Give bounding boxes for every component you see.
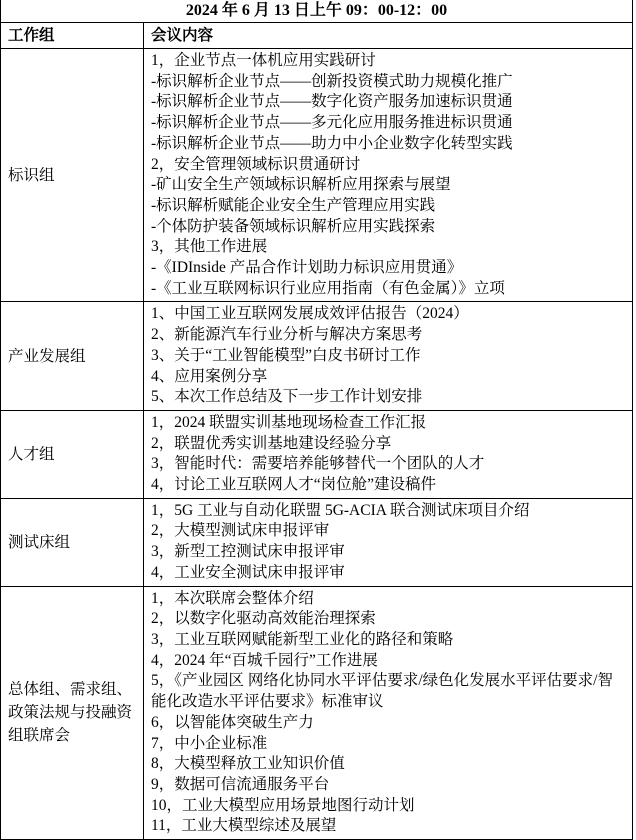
agenda-cell bbox=[144, 498, 633, 586]
agenda-item: -标识解析企业节点——数字化资产服务加速标识贯通 bbox=[151, 93, 513, 111]
agenda-item: 3，智能时代：需要培养能够替代一个团队的人才 bbox=[151, 455, 485, 473]
agenda-item: 1，2024 联盟实训基地现场检查工作汇报 bbox=[151, 413, 427, 431]
agenda-item: -《IDInside 产品合作计划助力标识应用贯通》 bbox=[151, 259, 463, 277]
agenda-item: 3，其他工作进展 bbox=[151, 238, 268, 256]
agenda-cell bbox=[144, 302, 633, 411]
agenda-item: 2，以数字化驱动高效能治理探索 bbox=[151, 610, 376, 628]
agenda-item: -标识解析企业节点——创新投资模式助力规模化推广 bbox=[151, 72, 513, 90]
agenda-item: -个体防护装备领域标识解析应用实践探索 bbox=[151, 217, 436, 235]
agenda-cell bbox=[144, 586, 633, 839]
agenda-item: 4，2024 年“百城千园行”工作进展 bbox=[151, 651, 378, 669]
workgroup-cell: 测试床组 bbox=[1, 498, 144, 586]
table-row bbox=[1, 410, 633, 498]
agenda-item: 2，大模型测试床申报评审 bbox=[151, 522, 330, 540]
table-head bbox=[1, 0, 633, 49]
column-header-content: 会议内容 bbox=[144, 23, 633, 49]
title-row bbox=[1, 0, 633, 23]
header-row bbox=[1, 23, 633, 49]
agenda-item: -标识解析企业节点——多元化应用服务推进标识贯通 bbox=[151, 114, 513, 132]
agenda-item: 4、应用案例分享 bbox=[151, 367, 268, 385]
table-row bbox=[1, 498, 633, 586]
agenda-item: 8，大模型释放工业知识价值 bbox=[151, 755, 345, 773]
workgroup-cell: 人才组 bbox=[1, 410, 144, 498]
agenda-item: 2，安全管理领域标识贯通研讨 bbox=[151, 155, 361, 173]
agenda-item: 5、本次工作总结及下一步工作计划安排 bbox=[151, 388, 423, 406]
agenda-item: -《工业互联网标识行业应用指南（有色金属）》立项 bbox=[151, 279, 505, 297]
table-row bbox=[1, 586, 633, 839]
agenda-item: -标识解析赋能企业安全生产管理应用实践 bbox=[151, 196, 436, 214]
agenda-item: -标识解析企业节点——助力中小企业数字化转型实践 bbox=[151, 134, 513, 152]
agenda-item: 5，《产业园区 网络化协同水平评估要求/绿色化发展水平评估要求/智能化改造水平评估要求》标准审议 bbox=[151, 672, 613, 711]
agenda-item: 11，工业大模型综述及展望 bbox=[151, 817, 337, 835]
agenda-item: 7，中小企业标准 bbox=[151, 734, 268, 752]
rows-body bbox=[1, 49, 633, 840]
agenda-item: 10，工业大模型应用场景地图行动计划 bbox=[151, 796, 415, 814]
agenda-item: 2、新能源汽车行业分析与解决方案思考 bbox=[151, 326, 423, 344]
agenda-item: 2，联盟优秀实训基地建设经验分享 bbox=[151, 434, 392, 452]
agenda-item: 1，本次联席会整体介绍 bbox=[151, 589, 314, 607]
column-header-workgroup: 工作组 bbox=[1, 23, 144, 49]
agenda-item: 3、关于“工业智能模型”白皮书研讨工作 bbox=[151, 346, 421, 364]
agenda-item: 6，以智能体突破生产力 bbox=[151, 713, 314, 731]
agenda-item: -矿山安全生产领域标识解析应用探索与展望 bbox=[151, 176, 451, 194]
agenda-cell bbox=[144, 49, 633, 302]
agenda-item: 1，5G 工业与自动化联盟 5G-ACIA 联合测试床项目介绍 bbox=[151, 501, 530, 519]
workgroup-cell: 总体组、需求组、政策法规与投融资组联席会 bbox=[1, 586, 144, 839]
workgroup-cell: 标识组 bbox=[1, 49, 144, 302]
session-title: 2024 年 6 月 13 日上午 09：00-12：00 bbox=[1, 0, 633, 23]
agenda-item: 1，企业节点一体机应用实践研讨 bbox=[151, 52, 376, 69]
agenda-cell bbox=[144, 410, 633, 498]
agenda-item: 3，新型工控测试床申报评审 bbox=[151, 543, 345, 561]
agenda-item: 3，工业互联网赋能新型工业化的路径和策略 bbox=[151, 630, 454, 648]
workgroup-cell: 产业发展组 bbox=[1, 302, 144, 411]
agenda-item: 1、中国工业互联网发展成效评估报告（2024） bbox=[151, 305, 469, 323]
table-row bbox=[1, 49, 633, 302]
agenda-item: 4，讨论工业互联网人才“岗位舱”建设稿件 bbox=[151, 476, 437, 494]
table-row bbox=[1, 302, 633, 411]
agenda-item: 9，数据可信流通服务平台 bbox=[151, 775, 330, 793]
agenda-item: 4，工业安全测试床申报评审 bbox=[151, 563, 345, 581]
